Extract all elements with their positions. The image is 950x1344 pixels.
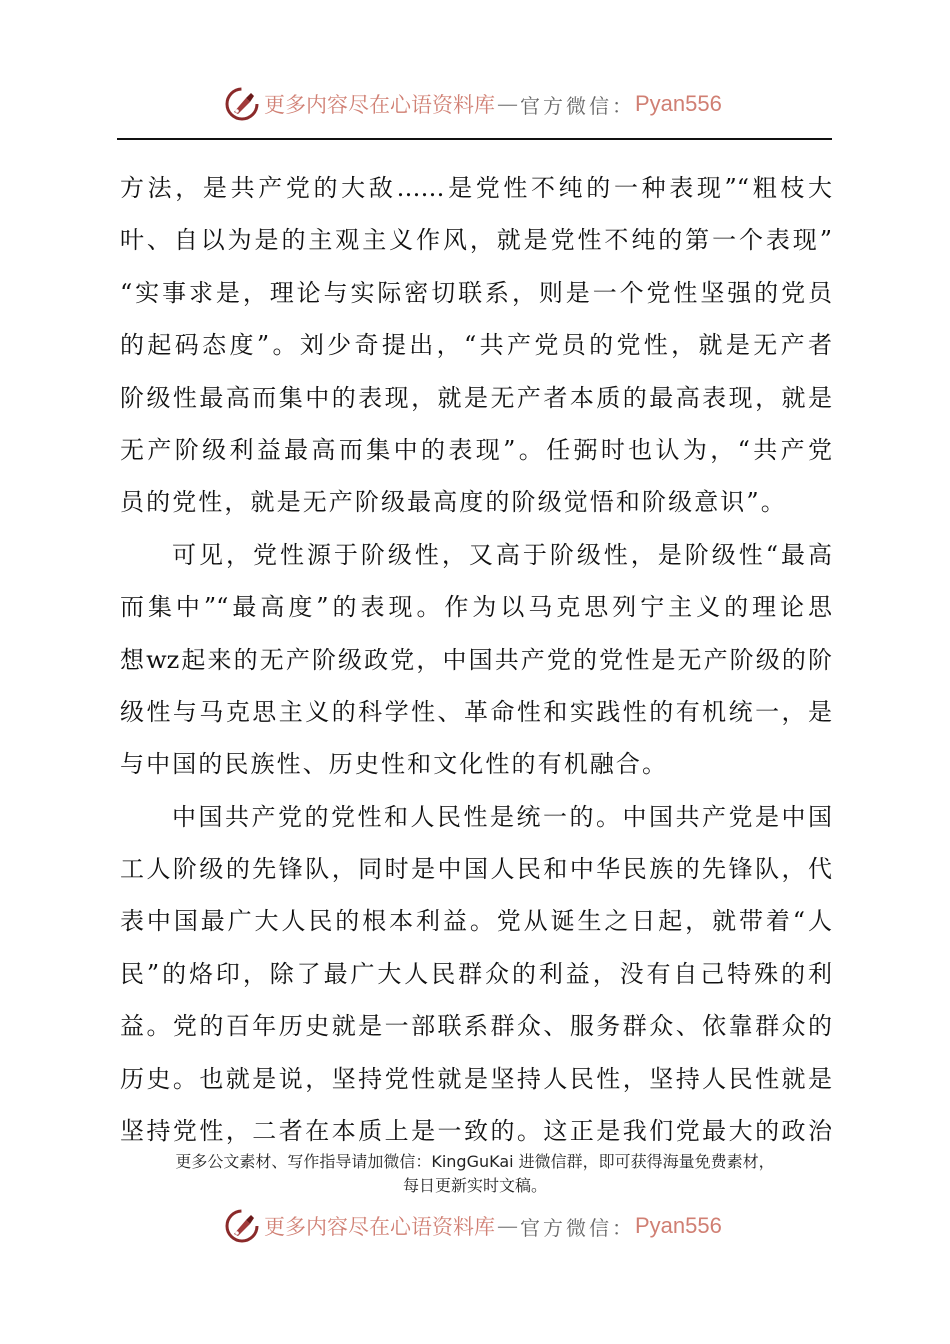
footer-banner bbox=[224, 1206, 722, 1246]
document-body bbox=[120, 162, 832, 1157]
text-line: 无产阶级利益最高而集中的表现”。任弼时也认为，“共产党 bbox=[120, 435, 832, 464]
text-line: 益。党的百年历史就是一部联系群众、服务群众、依靠群众的 bbox=[120, 1012, 832, 1041]
text-line: 的起码态度”。刘少奇提出，“共产党员的党性，就是无产者 bbox=[120, 331, 832, 360]
paragraph-start: 中国共产党的党性和人民性是统一的。中国共产党是中国 bbox=[172, 802, 832, 831]
header-divider bbox=[117, 138, 832, 140]
text-line: 与中国的民族性、历史性和文化性的有机融合。 bbox=[120, 750, 669, 779]
text-line: 叶、自以为是的主观主义作风，就是党性不纯的第一个表现” bbox=[120, 226, 832, 255]
paragraph-start: 可见，党性源于阶级性，又高于阶级性，是阶级性“最高 bbox=[172, 540, 832, 569]
pen-nib-logo-icon bbox=[224, 1208, 260, 1244]
pen-nib-logo-icon bbox=[224, 86, 260, 122]
site-name: 更多内容尽在心语资料库 bbox=[264, 93, 495, 117]
text-line: 表中国最广大人民的根本利益。党从诞生之日起，就带着“人 bbox=[120, 907, 832, 936]
header-banner bbox=[224, 84, 722, 124]
text-line: 工人阶级的先锋队，同时是中国人民和中华民族的先锋队，代 bbox=[120, 855, 832, 884]
wechat-label: 官方微信： bbox=[520, 93, 635, 118]
text-line: 员的党性，就是无产阶级最高度的阶级觉悟和阶级意识”。 bbox=[120, 488, 787, 517]
text-line: 级性与马克思主义的科学性、革命性和实践性的有机统一，是 bbox=[120, 697, 832, 726]
text-line: 坚持党性，二者在本质上是一致的。这正是我们党最大的政治 bbox=[120, 1117, 832, 1146]
text-line: “实事求是，理论与实际密切联系，则是一个党性坚强的党员 bbox=[120, 278, 832, 307]
footer-note-line2: 每日更新实时文稿。 bbox=[402, 1176, 547, 1195]
wechat-id: Pyan556 bbox=[635, 91, 722, 116]
banner-dash: — bbox=[497, 1214, 518, 1238]
footer-note-line1: 更多公文素材、写作指导请加微信：KingGuKai 进微信群，即可获得海量免费素材， bbox=[175, 1152, 775, 1171]
text-line: 历史。也就是说，坚持党性就是坚持人民性，坚持人民性就是 bbox=[120, 1064, 832, 1093]
banner-dash: — bbox=[497, 92, 518, 116]
text-line: 民”的烙印，除了最广大人民群众的利益，没有自己特殊的利 bbox=[120, 959, 832, 988]
wechat-id: Pyan556 bbox=[635, 1213, 722, 1238]
site-name: 更多内容尽在心语资料库 bbox=[264, 1215, 495, 1239]
wechat-label: 官方微信： bbox=[520, 1215, 635, 1240]
text-line: 想wz起来的无产阶级政党，中国共产党的党性是无产阶级的阶 bbox=[120, 645, 832, 674]
text-line: 而集中”“最高度”的表现。作为以马克思列宁主义的理论思 bbox=[120, 593, 832, 622]
text-line: 阶级性最高而集中的表现，就是无产者本质的最高表现，就是 bbox=[120, 383, 832, 412]
text-line: 方法，是共产党的大敌……是党性不纯的一种表现”“粗枝大 bbox=[120, 174, 832, 202]
footer-note bbox=[110, 1150, 840, 1198]
